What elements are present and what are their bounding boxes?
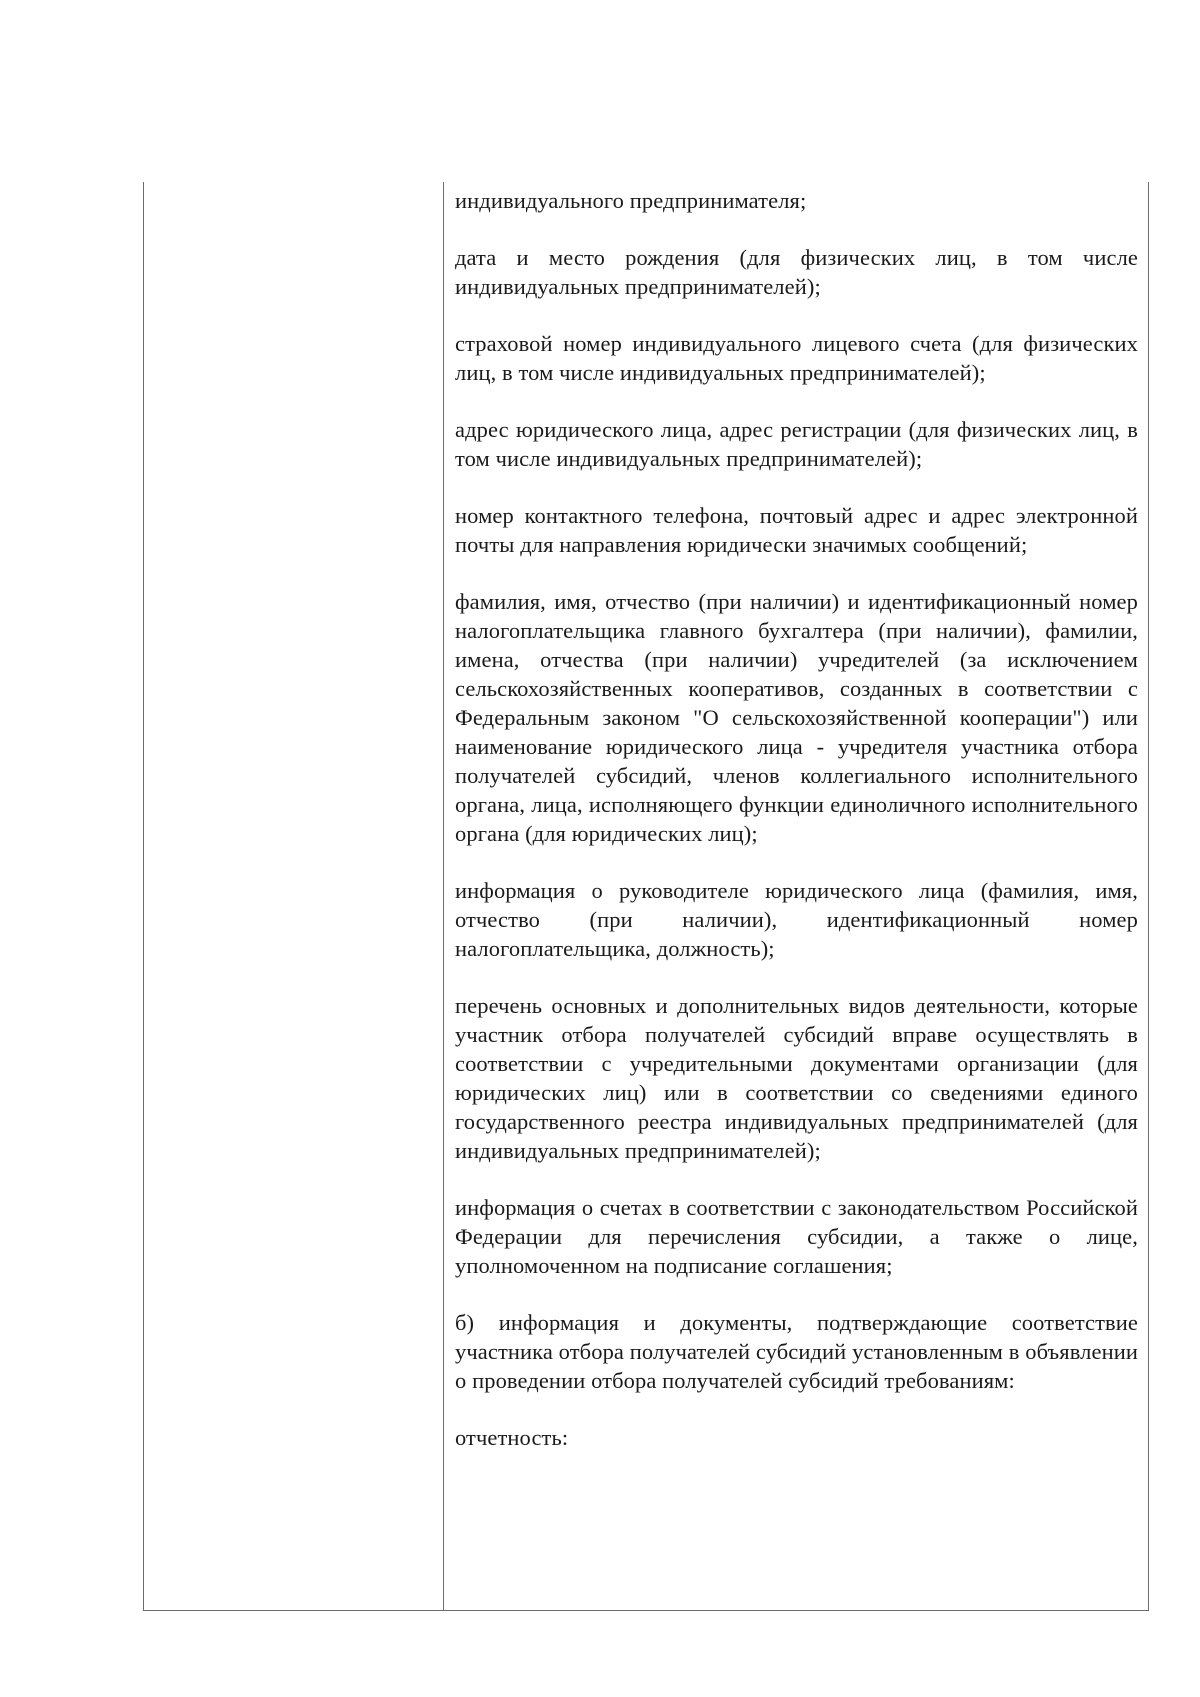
paragraph-address: адрес юридического лица, адрес регистрации (для физических лиц, в том числе индивидуальных предпринимателей); bbox=[455, 417, 1138, 471]
paragraph-requirements: б) информация и документы, подтверждающие соответствие участника отбора получателей субсидий установленным в объявлении о проведении отбора получателей субсидий требованиям: bbox=[455, 1310, 1138, 1393]
table-cell-right bbox=[455, 186, 1138, 1480]
paragraph-reporting: отчетность: bbox=[455, 1425, 569, 1450]
paragraph-head-info: информация о руководителе юридического лица (фамилия, имя, отчество (при наличии), идентификационный номер налогоплательщика, должность); bbox=[455, 878, 1138, 961]
paragraph-contacts: номер контактного телефона, почтовый адрес и адрес электронной почты для направления юридически значимых сообщений; bbox=[455, 503, 1138, 557]
paragraph-birth-date-place: дата и место рождения (для физических лиц, в том числе индивидуальных предпринимателей); bbox=[455, 245, 1138, 299]
column-divider bbox=[443, 182, 444, 1611]
paragraph-founders: фамилия, имя, отчество (при наличии) и идентификационный номер налогоплательщика главного бухгалтера (при наличии), фамилии, имена, отчества (при наличии) учредителей (за исключением сельскохозяйственных кооперативов, созданных в соответствии с Федеральным законом "О сельскохозяйственной кооперации") или наименование юридического лица - учредителя участника отбора получателей субсидий, членов коллегиального исполнительного органа, лица, исполняющего функции единоличного исполнительного органа (для юридических лиц); bbox=[455, 589, 1138, 846]
table-cell-left bbox=[144, 182, 443, 1610]
paragraph-entrepreneur: индивидуального предпринимателя; bbox=[455, 188, 807, 213]
paragraph-accounts: информация о счетах в соответствии с законодательством Российской Федерации для перечисления субсидии, а также о лице, уполномоченном на подписание соглашения; bbox=[455, 1195, 1138, 1278]
paragraph-activities: перечень основных и дополнительных видов деятельности, которые участник отбора получателей субсидий вправе осуществлять в соответствии с учредительными документами организации (для юридических лиц) или в соответствии со сведениями единого государственного реестра индивидуальных предпринимателей (для индивидуальных предпринимателей); bbox=[455, 993, 1138, 1163]
paragraph-insurance-number: страховой номер индивидуального лицевого счета (для физических лиц, в том числе индивидуальных предпринимателей); bbox=[455, 331, 1138, 385]
